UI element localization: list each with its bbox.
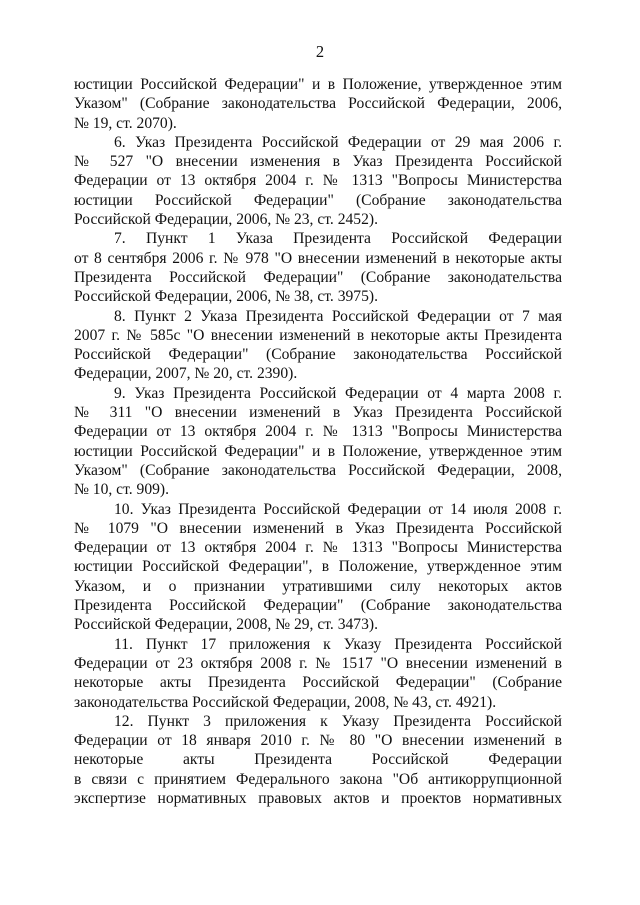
paragraph-line: 11. Пункт 17 приложения к Указу Президента Российской: [114, 635, 562, 653]
paragraph: [74, 635, 562, 712]
paragraph: [74, 712, 562, 808]
paragraph-line: 8. Пункт 2 Указа Президента Российской Федерации от 7 мая: [114, 307, 562, 325]
paragraph-line: Российской Федерации, 2008, № 29, ст. 3473).: [74, 616, 378, 634]
paragraph: [74, 307, 562, 384]
paragraph-line: 10. Указ Президента Российской Федерации от 14 июля 2008 г.: [114, 500, 562, 518]
paragraph: [74, 500, 562, 635]
paragraph-line: некоторые акты Президента Российской Федерации: [74, 751, 562, 769]
paragraph-line: 6. Указ Президента Российской Федерации от 29 мая 2006 г.: [114, 133, 562, 151]
paragraph-line: Президента Российской Федерации" (Собрание законодательства: [74, 597, 562, 615]
paragraph-line: Федерации от 13 октября 2004 г. № 1313 "Вопросы Министерства: [74, 172, 562, 190]
paragraph-line: 12. Пункт 3 приложения к Указу Президента Российской: [114, 712, 562, 730]
paragraph-line: от 8 сентября 2006 г. № 978 "О внесении изменений в некоторые акты: [74, 249, 562, 267]
paragraph-line: юстиции Российской Федерации", в Положение, утвержденное этим: [74, 558, 562, 576]
paragraph-line: № 19, ст. 2070).: [74, 114, 177, 132]
paragraph-line: Федерации от 18 января 2010 г. № 80 "О внесении изменений в: [74, 732, 562, 750]
paragraph-line: 2007 г. № 585с "О внесении изменений в некоторые акты Президента: [74, 326, 562, 344]
paragraph-line: Российской Федерации, 2006, № 38, ст. 3975).: [74, 288, 378, 306]
paragraph-line: экспертизе нормативных правовых актов и проектов нормативных: [74, 789, 562, 807]
paragraph-line: Президента Российской Федерации" (Собрание законодательства: [74, 268, 562, 286]
paragraph-line: 9. Указ Президента Российской Федерации от 4 марта 2008 г.: [114, 384, 562, 402]
paragraph-line: 7. Пункт 1 Указа Президента Российской Федерации: [114, 230, 562, 248]
paragraph-line: в связи с принятием Федерального закона "Об антикоррупционной: [74, 770, 562, 788]
paragraph-line: законодательства Российской Федерации, 2008, № 43, ст. 4921).: [74, 693, 497, 711]
paragraph-line: юстиции Российской Федерации" и в Положение, утвержденное этим: [74, 442, 562, 460]
paragraph: [74, 384, 562, 500]
paragraph-line: № 1079 "О внесении изменений в Указ Президента Российской: [74, 519, 562, 537]
paragraph-line: № 527 "О внесении изменения в Указ Президента Российской: [74, 153, 562, 171]
paragraph-line: юстиции Российской Федерации" (Собрание законодательства: [74, 191, 562, 209]
paragraph-line: Федерации от 23 октября 2008 г. № 1517 "О внесении изменений в: [74, 654, 562, 672]
page-number: 2: [315, 42, 325, 61]
paragraph-line: Указом" (Собрание законодательства Российской Федерации, 2008,: [74, 461, 562, 479]
paragraph: [74, 75, 562, 133]
document-body: [74, 75, 562, 808]
paragraph-line: № 311 "О внесении изменений в Указ Президента Российской: [74, 404, 562, 422]
paragraph-line: Федерации, 2007, № 20, ст. 2390).: [74, 365, 298, 383]
paragraph-line: Российской Федерации, 2006, № 23, ст. 2452).: [74, 211, 378, 229]
paragraph-line: № 10, ст. 909).: [74, 481, 170, 499]
paragraph-line: некоторые акты Президента Российской Федерации" (Собрание: [74, 674, 562, 692]
paragraph-line: Российской Федерации" (Собрание законодательства Российской: [74, 346, 562, 364]
paragraph-line: Федерации от 13 октября 2004 г. № 1313 "Вопросы Министерства: [74, 423, 562, 441]
paragraph: [74, 229, 562, 306]
paragraph-line: Федерации от 13 октября 2004 г. № 1313 "Вопросы Министерства: [74, 539, 562, 557]
paragraph-line: Указом" (Собрание законодательства Российской Федерации, 2006,: [74, 95, 562, 113]
paragraph: [74, 133, 562, 229]
paragraph-line: юстиции Российской Федерации" и в Положение, утвержденное этим: [74, 76, 562, 93]
paragraph-line: Указом, и о признании утратившими силу некоторых актов: [74, 577, 562, 595]
